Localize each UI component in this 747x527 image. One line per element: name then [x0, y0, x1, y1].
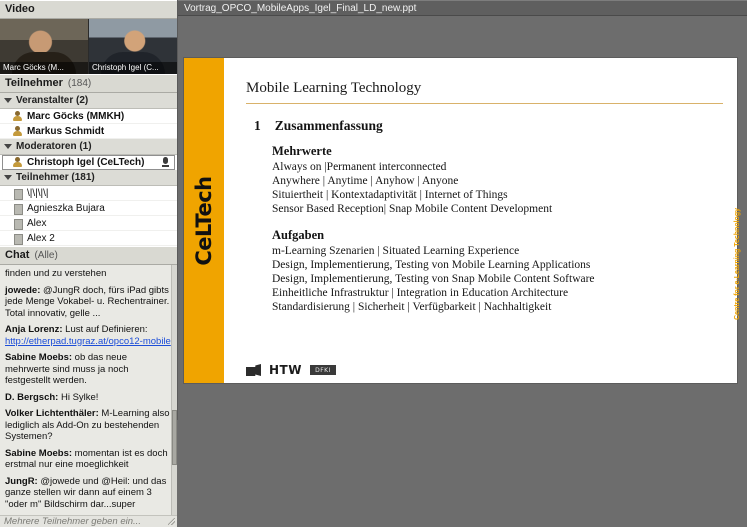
chat-author: Sabine Moebs: [5, 447, 73, 459]
document-title-bar [178, 0, 747, 16]
list-item[interactable] [0, 186, 177, 201]
block-line: Design, Implementierung, Testing von Snap Mobile Content Software [272, 273, 595, 285]
chat-scrollbar[interactable] [171, 265, 177, 515]
list-item-selected[interactable] [2, 155, 175, 170]
participant-name: Agnieszka Bujara [27, 202, 105, 214]
chat-author: JungR: [5, 475, 38, 487]
group-label: Veranstalter (2) [16, 95, 89, 106]
participants-panel-title: Teilnehmer [5, 77, 63, 89]
chat-text: finden und zu verstehen [5, 268, 107, 279]
resize-handle-icon[interactable] [168, 518, 175, 525]
block-line: Design, Implementierung, Testing von Mobile Learning Applications [272, 259, 591, 271]
slide-block-mehrwerte [272, 144, 723, 216]
participant-name: Marc Göcks (MMKH) [27, 110, 125, 122]
chat-message [5, 352, 172, 387]
video-feed-label: Marc Göcks (M... [0, 62, 88, 74]
chat-message [5, 324, 172, 347]
chat-text: @JungR doch, fürs iPad gibts jede Menge Vokabel- u. Rechentrainer. Total innovativ, gelle ... [5, 284, 170, 319]
list-item[interactable] [0, 124, 177, 139]
microphone-icon[interactable] [161, 157, 170, 168]
chat-input[interactable] [0, 515, 177, 527]
chat-message [5, 285, 172, 320]
block-line: Situiertheit | Kontextadaptivität | Internet of Things [272, 189, 508, 201]
chevron-down-icon[interactable] [4, 175, 12, 180]
placeholder-icon [12, 203, 23, 214]
chat-messages[interactable] [0, 265, 177, 515]
block-line: Anywhere | Anytime | Anyhow | Anyone [272, 175, 459, 187]
chat-scope: (Alle) [34, 250, 58, 261]
participant-name: Alex 2 [27, 232, 55, 244]
slide-content [224, 58, 741, 383]
chevron-down-icon[interactable] [4, 144, 12, 149]
block-line: m-Learning Szenarien | Situated Learning Experience [272, 245, 520, 257]
chat-typing-status: Mehrere Teilnehmer geben ein... [4, 516, 141, 527]
scrollbar-thumb[interactable] [172, 410, 177, 465]
video-feeds [0, 19, 177, 74]
list-item[interactable] [0, 109, 177, 124]
participants-panel-header[interactable] [0, 74, 177, 93]
participant-group-attendees[interactable] [0, 170, 177, 186]
chat-text: Hi Sylke! [58, 391, 99, 403]
list-item[interactable] [0, 216, 177, 231]
video-camera-icon [246, 364, 261, 376]
chat-text: @jowede und @Heil: und das ganze stellen wir dann auf einem 3 "oder m" Bildschirm dar...super [5, 475, 167, 510]
video-panel-header[interactable] [0, 0, 177, 19]
brand-label: CeLTech [192, 175, 216, 266]
chat-author: jowede: [5, 284, 41, 296]
participant-group-moderators[interactable] [0, 139, 177, 155]
video-panel-title: Video [5, 3, 35, 15]
block-heading: Aufgaben [272, 228, 325, 242]
dfki-logo-label: DFKI [315, 366, 331, 374]
left-sidebar [0, 0, 178, 527]
section-number: 1 [254, 118, 261, 133]
participant-group-hosts[interactable] [0, 93, 177, 109]
participants-list[interactable] [0, 93, 177, 246]
group-label: Moderatoren (1) [16, 141, 92, 152]
list-item[interactable] [0, 201, 177, 216]
video-feed[interactable] [0, 19, 88, 74]
slide-brand-bar [184, 58, 224, 383]
section-title: Zusammenfassung [274, 118, 383, 133]
participant-name: \|\|\|\| [27, 187, 49, 199]
dfki-logo [310, 365, 336, 375]
slide-footer-logos [246, 363, 336, 377]
htw-logo: HTW [269, 363, 302, 377]
chat-author: D. Bergsch: [5, 391, 59, 403]
chat-link[interactable]: http://etherpad.tugraz.at/opco12-mobile [5, 335, 171, 347]
chat-message [5, 476, 172, 511]
person-icon [12, 111, 23, 122]
chat-panel-title: Chat [5, 249, 30, 261]
chat-message [5, 448, 172, 471]
video-feed[interactable] [89, 19, 177, 74]
block-line: Sensor Based Reception| Snap Mobile Content Development [272, 203, 553, 215]
chat-author: Sabine Moebs: [5, 352, 73, 363]
chat-panel-header[interactable] [0, 246, 177, 265]
person-icon [12, 157, 23, 168]
block-line: Always on |Permanent interconnected [272, 161, 447, 173]
slide-section-heading [254, 118, 723, 134]
block-line: Standardisierung | Sicherheit | Verfügbarkeit | Nachhaltigkeit [272, 301, 552, 313]
chat-text: Lust auf Definieren: [62, 324, 148, 335]
participants-count: (184) [67, 78, 92, 89]
slide[interactable] [184, 58, 741, 383]
chat-message [5, 392, 172, 404]
document-title: Vortrag_OPCO_MobileApps_Igel_Final_LD_new.ppt [184, 2, 417, 14]
chat-panel [0, 265, 177, 527]
list-item[interactable] [0, 231, 177, 246]
stage-area [178, 0, 747, 420]
video-feed-label: Christoph Igel (C... [89, 62, 177, 74]
chevron-down-icon[interactable] [4, 98, 12, 103]
person-icon [12, 126, 23, 137]
chat-author: Volker Lichtenthäler: [5, 408, 99, 419]
block-line: Einheitliche Infrastruktur | Integration in Education Architecture [272, 287, 569, 299]
participant-name: Alex [27, 217, 47, 229]
group-label: Teilnehmer (181) [16, 172, 95, 183]
participant-name: Markus Schmidt [27, 125, 105, 137]
placeholder-icon [12, 218, 23, 229]
chat-text: ob das neue mehrwerte sind muss ja noch festgestellt werden. [5, 352, 129, 386]
chat-message [5, 268, 172, 280]
share-stage[interactable] [178, 16, 747, 420]
chat-text: momentan ist es doch erstmal nur eine moeglichkeit [5, 447, 168, 470]
slide-title: Mobile Learning Technology [246, 80, 723, 104]
slide-side-note: Centre for e-Learning Technology [734, 208, 741, 320]
chat-message [5, 408, 172, 443]
block-heading: Mehrwerte [272, 144, 332, 158]
participant-name: Christoph Igel (CeLTech) [27, 157, 145, 168]
chat-author: Anja Lorenz: [5, 324, 63, 335]
placeholder-icon [12, 188, 23, 199]
chat-text: M-Learning also lediglich als Add-On zu bestehenden Systemen? [5, 408, 170, 442]
placeholder-icon [12, 233, 23, 244]
slide-block-aufgaben [272, 228, 723, 314]
